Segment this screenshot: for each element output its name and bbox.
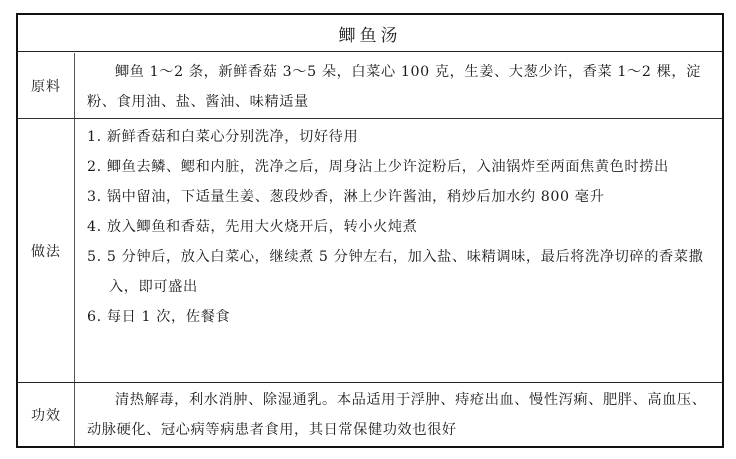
effect-row [18,383,722,446]
method-step-5: 5. 5 分钟后，放入白菜心，继续煮 5 分钟左右，加入盐、味精调味，最后将洗净切碎的香菜撒入，即可盛出 [87,249,704,295]
effect-label: 功效 [18,383,75,446]
recipe-table [16,13,724,448]
method-step-6: 6. 每日 1 次，佐餐食 [87,309,231,325]
method-step-3: 3. 锅中留油，下适量生姜、葱段炒香，淋上少许酱油，稍炒后加水约 800 毫升 [87,189,605,205]
ingredients-content [75,53,722,118]
method-step-2: 2. 鲫鱼去鳞、鳃和内脏，洗净之后，周身沾上少许淀粉后，入油锅炸至两面焦黄色时捞出 [87,159,669,175]
effect-content [75,383,722,446]
method-step-1: 1. 新鲜香菇和白菜心分别洗净，切好待用 [87,129,359,145]
method-step-4: 4. 放入鲫鱼和香菇，先用大火烧开后，转小火炖煮 [87,219,418,235]
method-row [18,119,722,383]
effect-text: 清热解毒，利水消肿、除湿通乳。本品适用于浮肿、痔疮出血、慢性泻痢、肥胖、高血压、动脉硬化、冠心病等病患者食用，其日常保健功效也很好 [87,392,707,438]
ingredients-text: 鲫鱼 1～2 条，新鲜香菇 3～5 朵，白菜心 100 克，生姜、大葱少许，香菜 1～2 棵，淀粉、食用油、盐、酱油、味精适量 [87,64,701,110]
recipe-title: 鲫鱼汤 [338,25,402,46]
title-row [18,15,722,52]
method-content [75,119,722,382]
ingredients-label: 原料 [18,53,75,118]
method-label: 做法 [18,119,75,382]
ingredients-row [18,53,722,119]
